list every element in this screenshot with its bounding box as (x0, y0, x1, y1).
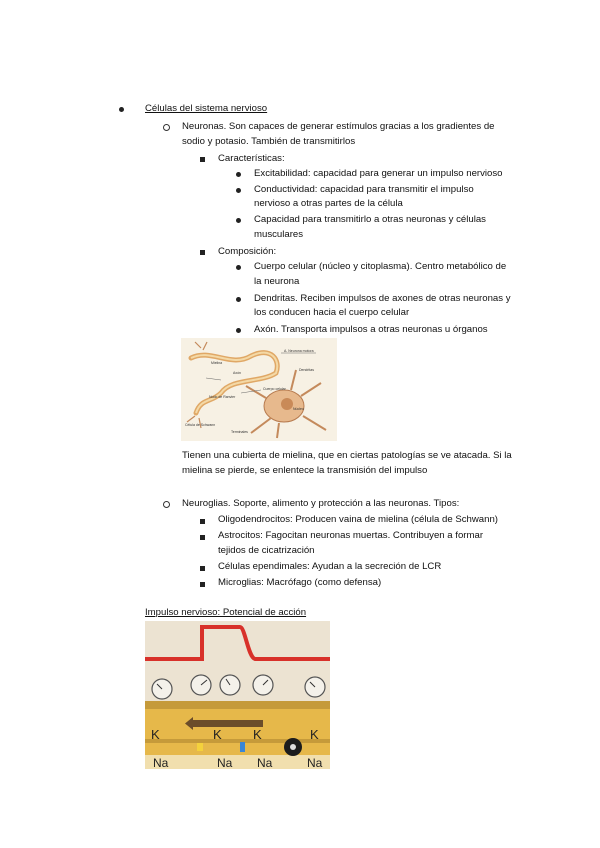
neuron-label-terminales: Terminales (231, 430, 248, 434)
neuron-label-nucleo: Núcleo (293, 407, 304, 411)
neuron-label-axon: Axón (233, 371, 241, 375)
caracteristica-item-2: Conductividad: capacidad para transmitir el impulso (254, 184, 474, 195)
bullet-dot (236, 188, 241, 193)
neuron-diagram (181, 338, 337, 441)
neuron-label-cuerpo: Cuerpo celular (263, 387, 286, 391)
neuroglias-text: Neuroglias. Soporte, alimento y protección a las neuronas. Tipos: (182, 498, 460, 509)
section-heading-impulso: Impulso nervioso: Potencial de acción (145, 607, 307, 618)
neuron-label-ranvier: Nodo de Ranvier (209, 395, 236, 399)
composicion-item-2: Dendritas. Reciben impulsos de axones de otras neuronas y (254, 293, 511, 304)
bullet-dot (236, 172, 241, 177)
action-potential-figure (145, 621, 330, 769)
ion-k-1: K (151, 727, 160, 742)
mielina-text-1: Tienen una cubierta de mielina, que en ciertas patologías se ve atacada. Si la (182, 450, 512, 461)
ion-na-4: Na (307, 756, 323, 769)
neuroglia-item-3: Células ependimales: Ayudan a la secreción de LCR (218, 561, 442, 572)
bullet-dot (236, 328, 241, 333)
bullet-dot (236, 218, 241, 223)
bullet-square (200, 157, 205, 162)
caracteristica-item-1: Excitabilidad: capacidad para generar un impulso nervioso (254, 168, 503, 179)
ion-na-3: Na (257, 756, 273, 769)
bullet-circle (163, 124, 170, 131)
ion-na-1: Na (153, 756, 169, 769)
bullet-dot (236, 265, 241, 270)
neuroglia-item-1: Oligodendrocitos: Producen vaina de mielina (célula de Schwann) (218, 514, 498, 525)
bullet-dot (236, 297, 241, 302)
neuronas-text-2: sodio y potasio. También de transmitirlos (182, 136, 356, 147)
bullet-square (200, 566, 205, 571)
mielina-text-2: mielina se pierde, se enlentece la transmisión del impulso (182, 465, 428, 476)
neuron-label-dendritas: Dendritas (299, 368, 314, 372)
ion-k-2: K (213, 727, 222, 742)
bullet-square (200, 250, 205, 255)
composicion-item-1: Cuerpo celular (núcleo y citoplasma). Centro metabólico de (254, 261, 507, 272)
caracteristica-item-2b: nervioso a otras partes de la célula (254, 198, 403, 209)
neuroglia-item-4: Microglias: Macrófago (como defensa) (218, 577, 382, 588)
bullet-square (200, 582, 205, 587)
composicion-item-2b: los conducen hacia el cuerpo celular (254, 307, 410, 318)
neuron-label-schwann: Célula de Schwann (185, 423, 216, 427)
neuron-label-title: A. Neurona motora (284, 349, 314, 353)
bullet-square (200, 535, 205, 540)
ion-k-4: K (310, 727, 319, 742)
section-heading-celulas: Células del sistema nervioso (145, 103, 268, 114)
caracteristica-item-3: Capacidad para transmitirlo a otras neuronas y células (254, 214, 486, 225)
composicion-item-1b: la neurona (254, 276, 300, 287)
ion-k-3: K (253, 727, 262, 742)
ion-na-2: Na (217, 756, 233, 769)
neuroglia-item-2: Astrocitos: Fagocitan neuronas muertas. Contribuyen a formar (218, 530, 484, 541)
action-potential-illustration (145, 621, 330, 769)
neuron-illustration (181, 338, 337, 441)
caracteristicas-label: Características: (218, 153, 285, 164)
bullet-circle (163, 501, 170, 508)
neuronas-text-1: Neuronas. Son capaces de generar estímulos gracias a los gradientes de (182, 121, 495, 132)
neuroglia-item-2b: tejidos de cicatrización (218, 545, 315, 556)
neuron-label-mielina: Mielina (211, 361, 223, 365)
caracteristica-item-3b: musculares (254, 229, 304, 240)
bullet-dot (119, 107, 124, 112)
bullet-square (200, 519, 205, 524)
composicion-label: Composición: (218, 246, 277, 257)
composicion-item-3: Axón. Transporta impulsos a otras neuronas u órganos (254, 324, 488, 335)
